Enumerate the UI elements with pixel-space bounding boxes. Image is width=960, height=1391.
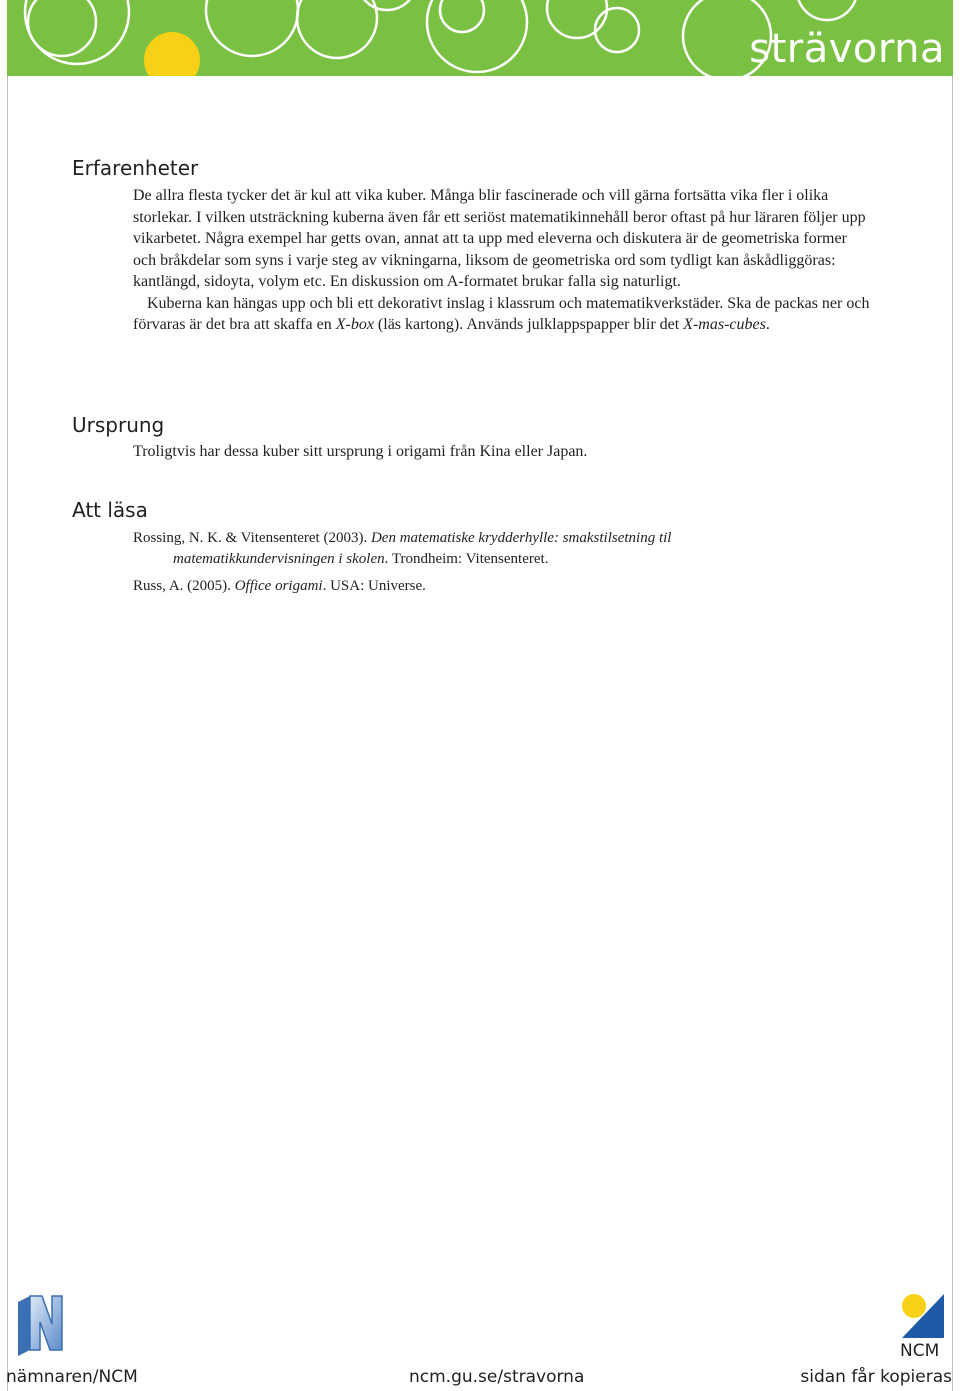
heading-origin: Ursprung [72, 413, 165, 437]
namnaren-n-logo [14, 1294, 66, 1358]
ref1-rest: . Trondheim: Vitensenteret. [384, 551, 549, 567]
header-banner [7, 0, 953, 76]
ref2-rest: . USA: Universe. [322, 578, 426, 594]
heading-reading: Att läsa [72, 498, 148, 522]
footer-right: sidan får kopieras [800, 1367, 952, 1387]
footer-left: nämnaren/NCM [6, 1367, 138, 1387]
experiences-body [133, 185, 873, 336]
p2-text-b: (läs kartong). Används julklappspapper blir det [373, 316, 684, 333]
footer-center-link[interactable]: ncm.gu.se/stravorna [409, 1367, 585, 1387]
p2-xbox: X-box [335, 316, 374, 333]
reference-2 [133, 576, 853, 597]
ref1-title-b: matematikkundervisningen i skolen [173, 551, 385, 567]
experiences-paragraph-1: De allra flesta tycker det är kul att vika kuber. Många blir fascinerade och vill gärna fortsätta vika fler i olika storlekar. I vilken utsträckning kuberna även får ett seriöst matematikinnehåll beror oftast på hur läraren följer upp vikarbetet. Några exempel har getts ovan, annat att ta upp med eleverna och diskutera är de geometriska former och bråkdelar som syns i varje steg av vikningarna, liksom de geometriska ord som tydligt kan åskådliggöras: kantlängd, sidoyta, volym etc. En diskussion om A-formatet brukar falla sig naturligt. [133, 187, 866, 290]
ref1-line-2 [133, 549, 853, 570]
ref1-title-a: Den matematiske krydderhylle: smakstilsetning til [370, 530, 672, 546]
ref1-author: Rossing, N. K. & Vitensenteret (2003). [133, 530, 371, 546]
svg-text:N: N [40, 1334, 41, 1335]
experiences-paragraph-2 [133, 293, 873, 336]
reference-1 [133, 528, 853, 570]
ncm-logo [898, 1290, 950, 1362]
ref2-title: Office origami [234, 578, 323, 594]
p2-text-a: Kuberna kan hängas upp och bli ett dekorativt inslag i klassrum och matematikverkstäder. Ska de packas ner och förvaras är det bra att skaffa en [133, 294, 870, 333]
origin-body [133, 441, 873, 463]
heading-experiences: Erfarenheter [72, 156, 199, 180]
page-title: strävorna [749, 26, 945, 72]
origin-text: Troligtvis har dessa kuber sitt ursprung i origami från Kina eller Japan. [133, 443, 588, 460]
p2-text-c: . [765, 316, 770, 333]
p2-xmas-cubes: X-mas-cubes [683, 316, 766, 333]
ncm-logo-text: NCM [900, 1341, 940, 1361]
ref2-author: Russ, A. (2005). [133, 578, 235, 594]
